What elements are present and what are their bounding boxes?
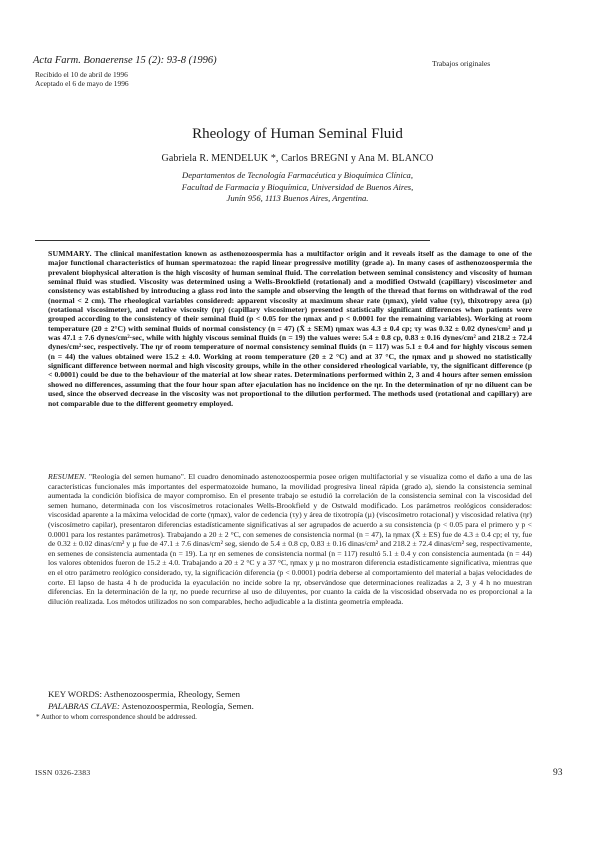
palabras-text: Astenozoospermia, Reología, Semen. [121,701,254,711]
affiliation-line: Facultad de Farmacia y Bioquímica, Universidad de Buenos Aires, [181,181,414,192]
article-authors: Gabriela R. MENDELUK *, Carlos BREGNI y Ana M. BLANCO [161,153,434,164]
resumen-text: El cuadro denominado astenozoospermia posee origen multifactorial y se visualiza como el daño a una de las características funcionales más importantes del espermatozoide humano, la movilidad progresiva lineal rápida (grado a), siendo la consistencia seminal aumentada la condición biofísica de mayor compromiso. En el presente trabajo se estudió la correlación de la consistencia seminal con la viscosidad del semen humano, determinada con los viscosímetros rotacionales Wells-Brookfield y de Ostwald modificado. Los parámetros reológicos considerados: viscosidad aparente a la máxima velocidad de corte (ηmax), valor de cedencia (τy) y área de tixotropía (µ) (viscosímetro rotacional) y viscosidad relativa (ηr) (viscosímetro capilar), presentaron diferencias estadísticamente significativas al ser agrupados de acuerdo a su consistencia (p < 0.05 para el primero y p < 0.0001 para los restantes parámetros). Trabajando a 20 ± 2 °C, con semenes de consistencia normal (n = 47), la ηmax (X̄ ± ES) fue de 4.3 ± 0.4 cp; el τy, fue de 0.32 ± 0.02 dinas/cm² y µ fue de 47.1 ± 7.6 dinas/cm² seg, siendo de 5.4 ± 0.8 cp, 0.83 ± 0.16 dinas/cm² and 218.2 ± 72.4 dinas/cm² seg, respectivamente, en semenes de consistencia aumentada (n = 19). La ηr en semenes de consistencia normal (n = 117) resultó 5.1 ± 0.4 y con consistencia aumentada (n = 44) los valores obtenidos fueron de 15.2 ± 4.0. Trabajando a 20 ± 2 °C y a 37 °C, ηmax y µ no mostraron diferencia estadísticamente significativa, mientras que en el otro parámetro reológico considerado, τy, la significación diferencia (p < 0.0001) podría deberse al comportamiento del material a bajas velocidades de corte. El lapso de hasta 4 h de producida la eyaculación no incide sobre la ηr, observándose que determinaciones realizadas a 2, 3 y 4 h no muestran diferencias. En la determinación de la ηr, no puede recurrirse al uso de diluyentes, por cuanto la caída de la viscosidad observada no es proporcional a la dilución realizada. Los métodos utilizados no son comparables, hecho adjudicable a la distinta geometría empleada. [48,472,533,606]
summary-abstract [48,249,532,408]
footnote: * Author to whom correspondence should be addressed. [36,713,197,721]
journal-citation: Acta Farm. Bonaerense 15 (2): 93-8 (1996) [33,55,217,66]
affiliation-line: Departamentos de Tecnología Farmacéutica y Bioquímica Clínica, [182,170,413,180]
article-title: Rheology of Human Seminal Fluid [192,126,403,142]
accepted-date: Aceptado el 6 de mayo de 1996 [35,79,129,88]
palabras-label: PALABRAS CLAVE: [48,701,120,711]
resumen-title: "Reología del semen humano". [88,472,186,481]
issn: ISSN 0326-2383 [35,768,91,777]
summary-text: The clinical manifestation known as asthenozoospermia has a multifactor origin and it reveals itself as the damage to one of the major functional characteristics of human spermatozoa: the rapid linear progressive motility (grade a). In many cases of asthenozoospermia the prevalent biophysical alteration is the high viscosity of human seminal fluid. The correlation between seminal consistency and viscosity of human seminal fluid was studied. Viscosity was determined using a Wells-Brookfield (rotational) and a modified Ostwald (capillary) viscosimeter and consistency was established by introducing a glass rod into the sample and observing the length of the thread that forms on withdrawal of the rod (normal < 2 cm). The rheological variables considered: apparent viscosity at maximum shear rate (ηmax), yield value (τy), thixotropy area (µ) (rotational viscosimeter), and relative viscosity (ηr) (capillary viscosimeter) presented statistically significant differences when patients were grouped according to the consistency of their seminal fluid (p < 0.05 for the ηmax and p < 0.0001 for the remaining variables). Working at room temperature (20 ± 2°C) with seminal fluids of normal consistency (n = 47) (X̄ ± SEM) ηmax was 4.3 ± 0.4 cp; τy was 0.32 ± 0.02 dynes/cm² and µ was 47.1 ± 7.6 dynes/cm²·sec, while with highly viscous seminal fluids (n = 19) the values were: 5.4 ± 0.8 cp, 0.83 ± 0.16 dynes/cm² and 218.2 ± 72.4 dynes/cm²·sec, respectively. The ηr of room temperature of normal consistency seminal fluids (n = 117) was 5.1 ± 0.4 and for highly viscous semen (n = 44) the values obtained were 15.2 ± 4.0. Working at room temperature (20 ± 2 °C) and at 37 °C, the ηmax and µ showed no statistically significant difference between normal and high viscosity groups, while in the other considered rheological variable, τy, the significant difference (p < 0.0001) could be due to the behaviour of the material at low shear rates. Determinations performed within 2, 3 and 4 hours after semen emission showed no differences, assuming that the four hour span after ejaculation has no incidence on the ηr. In the determination of ηr no diluent can be used, since the observed decrease in the viscosity was not proportional to the dilution performed. The methods used (rotational and capillary) are not comparable due to the different geometry employed. [48,249,532,408]
resumen-abstract [48,472,532,606]
keywords-text: Asthenozoospermia, Rheology, Semen [103,689,240,699]
summary-label: SUMMARY. [48,249,92,258]
resumen-label: RESUMEN. [48,472,87,481]
palabras-clave [48,701,254,712]
divider-rule [35,240,430,241]
section-label: Trabajos originales [432,59,491,68]
page-number: 93 [553,768,563,778]
keywords-label: KEY WORDS: [48,689,103,699]
article-dates [35,70,129,88]
affiliation-line: Junín 956, 1113 Buenos Aires, Argentina. [226,193,369,203]
affiliation [0,170,595,205]
keywords [48,689,240,700]
received-date: Recibido el 10 de abril de 1996 [35,70,128,79]
